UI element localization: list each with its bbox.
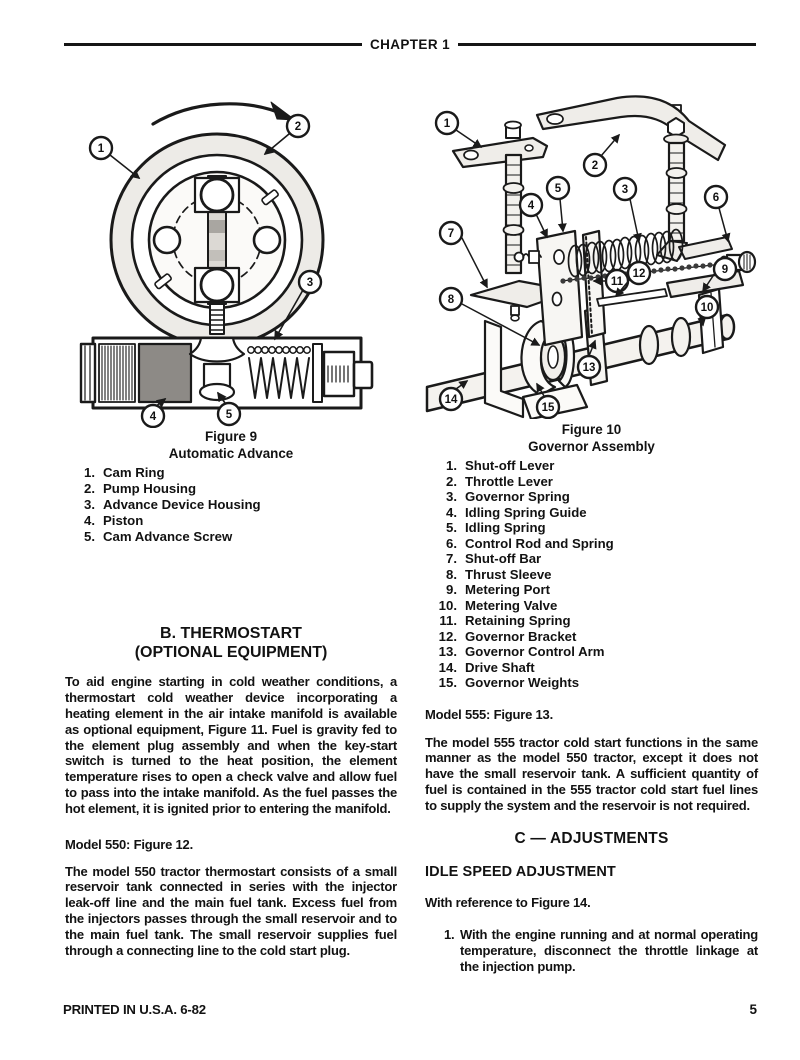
part-row	[425, 660, 758, 676]
part-number: 2.	[84, 481, 95, 497]
part-row	[425, 458, 758, 474]
part-row	[425, 474, 758, 490]
figure10-callout-2	[584, 135, 619, 176]
part-label: Control Rod and Spring	[465, 535, 614, 551]
figure9-illustration	[65, 90, 397, 428]
svg-text:14: 14	[444, 394, 458, 406]
svg-text:8: 8	[447, 294, 455, 306]
part-row	[425, 613, 758, 629]
figure9-title: Figure 9	[204, 429, 258, 444]
adjustment-step-1	[425, 927, 758, 974]
figure9-callout-1	[90, 137, 139, 178]
svg-text:2: 2	[294, 121, 302, 133]
part-label: Throttle Lever	[465, 473, 553, 489]
part-label: Cam Ring	[103, 465, 165, 480]
chapter-header	[64, 37, 756, 52]
step-number: 1.	[444, 927, 455, 943]
svg-text:3: 3	[621, 184, 629, 196]
automatic-advance-drawing	[81, 102, 372, 427]
part-number: 1.	[84, 465, 95, 480]
svg-text:10: 10	[700, 302, 714, 314]
governor-assembly-drawing	[427, 96, 755, 419]
part-number: 3.	[84, 497, 95, 513]
thermostart-paragraph-1: To aid engine starting in cold weather conditions, a thermostart cold weather device incorporating a heating element in the air intake manifold is available as optional equipment, Figure 11. Fuel is gravity fed to the element plug assembly and when the key-start switch is turned to the heat position, the element temperature rises to open a check valve and allow fuel to pass into the intake manifold. As the fuel passes the hot element, it is ignited prior to entering the manifold.	[65, 674, 397, 816]
svg-text:4: 4	[527, 200, 535, 212]
figure10-callout-7	[440, 222, 487, 287]
part-label: Governor Bracket	[465, 628, 577, 644]
figure10-callout-6	[705, 186, 728, 241]
model550-reference: Model 550: Figure 12.	[65, 836, 194, 852]
part-number: 2.	[446, 473, 457, 489]
part-number: 3.	[446, 489, 457, 504]
part-label: Governor Weights	[465, 675, 580, 690]
part-label: Piston	[103, 513, 144, 529]
part-number: 5.	[84, 529, 95, 545]
part-row	[425, 675, 758, 691]
part-row	[425, 505, 758, 521]
part-number: 5.	[446, 520, 457, 535]
part-number: 13.	[438, 644, 457, 659]
part-number: 9.	[446, 582, 457, 597]
page-number: 5	[749, 1002, 757, 1017]
figure9-subtitle: Automatic Advance	[168, 446, 294, 461]
figure9-parts-list	[65, 465, 397, 545]
right-column	[425, 85, 758, 975]
part-row	[65, 529, 397, 545]
figure10-callout-5	[547, 177, 569, 231]
adjustments-intro: With reference to Figure 14.	[425, 895, 591, 911]
figure10-callout-3	[614, 178, 639, 241]
part-row	[65, 481, 397, 497]
part-label: Governor Control Arm	[465, 644, 605, 659]
printed-in-usa-footer: PRINTED IN U.S.A. 6-82	[63, 1002, 206, 1017]
figure9-caption	[65, 428, 397, 462]
adjustments-heading: C — ADJUSTMENTS	[514, 830, 669, 848]
part-number: 7.	[446, 551, 457, 566]
svg-text:4: 4	[149, 411, 157, 423]
part-label: Retaining Spring	[465, 613, 571, 628]
svg-text:1: 1	[443, 118, 451, 130]
svg-text:15: 15	[541, 402, 555, 414]
part-label: Governor Spring	[465, 489, 570, 504]
part-label: Advance Device Housing	[103, 497, 261, 513]
part-number: 4.	[84, 513, 95, 529]
svg-text:1: 1	[97, 143, 105, 155]
part-label: Pump Housing	[103, 481, 197, 497]
part-row	[425, 644, 758, 660]
thermostart-paragraph-2: The model 550 tractor thermostart consists of a small reservoir tank connected in series with the injector leak-off line and the main fuel tank. Excess fuel from the injectors passes through the small reservoir and to the main fuel tank. The small reservoir supplies fuel through a connecting line to the cold start plug.	[65, 863, 397, 958]
figure10-title: Figure 10	[561, 422, 622, 437]
step-text: With the engine running and at normal operating temperature, disconnect the throttle linkage at the injection pump.	[460, 927, 758, 975]
idle-speed-adjustment-heading: IDLE SPEED ADJUSTMENT	[425, 864, 616, 881]
part-label: Idling Spring	[465, 520, 546, 535]
svg-text:9: 9	[721, 264, 729, 276]
figure10-callout-1	[436, 112, 481, 147]
thermostart-heading	[65, 625, 397, 662]
part-row	[425, 536, 758, 552]
part-label: Drive Shaft	[465, 659, 535, 675]
svg-text:2: 2	[591, 160, 599, 172]
part-row	[425, 520, 758, 536]
rotation-arrow-icon	[153, 102, 295, 124]
part-label: Thrust Sleeve	[465, 566, 552, 582]
part-label: Shut-off Bar	[465, 551, 542, 566]
svg-text:12: 12	[632, 268, 646, 280]
part-row	[425, 551, 758, 567]
part-row	[65, 465, 397, 481]
part-number: 15.	[438, 675, 457, 690]
model555-reference: Model 555: Figure 13.	[425, 706, 554, 722]
part-number: 10.	[438, 597, 457, 613]
part-row	[65, 513, 397, 529]
part-number: 4.	[446, 504, 457, 520]
svg-text:6: 6	[712, 192, 720, 204]
part-row	[425, 567, 758, 583]
part-number: 6.	[446, 535, 457, 551]
part-row	[425, 598, 758, 614]
chapter-title: CHAPTER 1	[369, 37, 451, 52]
thermostart-heading-line1: B. THERMOSTART	[160, 625, 302, 643]
figure10-illustration	[425, 85, 758, 419]
part-number: 12.	[438, 628, 457, 644]
svg-text:11: 11	[610, 276, 624, 288]
header-rule-right	[458, 43, 756, 46]
svg-text:5: 5	[554, 183, 562, 195]
part-row	[425, 489, 758, 505]
model555-paragraph: The model 555 tractor cold start functions in the same manner as the model 550 tractor, except it does not have the small reservoir tank. A sufficient quantity of fuel is contained in the 555 tractor cold start fuel lines to supply the system and the reservoir is not required.	[425, 734, 758, 813]
part-row	[425, 582, 758, 598]
figure10-subtitle: Governor Assembly	[528, 439, 655, 454]
figure10-caption	[425, 421, 758, 455]
part-label: Metering Valve	[465, 597, 558, 613]
svg-text:13: 13	[582, 362, 596, 374]
part-number: 1.	[446, 458, 457, 473]
header-rule-left	[64, 43, 362, 46]
part-label: Idling Spring Guide	[465, 504, 587, 520]
part-number: 8.	[446, 566, 457, 582]
left-column	[65, 90, 397, 958]
part-number: 11.	[439, 613, 457, 628]
svg-text:7: 7	[447, 228, 455, 240]
part-number: 14.	[438, 659, 457, 675]
part-row	[65, 497, 397, 513]
svg-text:5: 5	[225, 409, 233, 421]
figure9-callout-2	[265, 115, 309, 154]
part-label: Shut-off Lever	[465, 458, 555, 473]
part-row	[425, 629, 758, 645]
svg-text:3: 3	[306, 277, 314, 289]
thermostart-heading-line2: (OPTIONAL EQUIPMENT)	[134, 643, 328, 661]
part-label: Cam Advance Screw	[103, 529, 233, 545]
figure10-parts-list	[425, 458, 758, 691]
part-label: Metering Port	[465, 582, 550, 597]
